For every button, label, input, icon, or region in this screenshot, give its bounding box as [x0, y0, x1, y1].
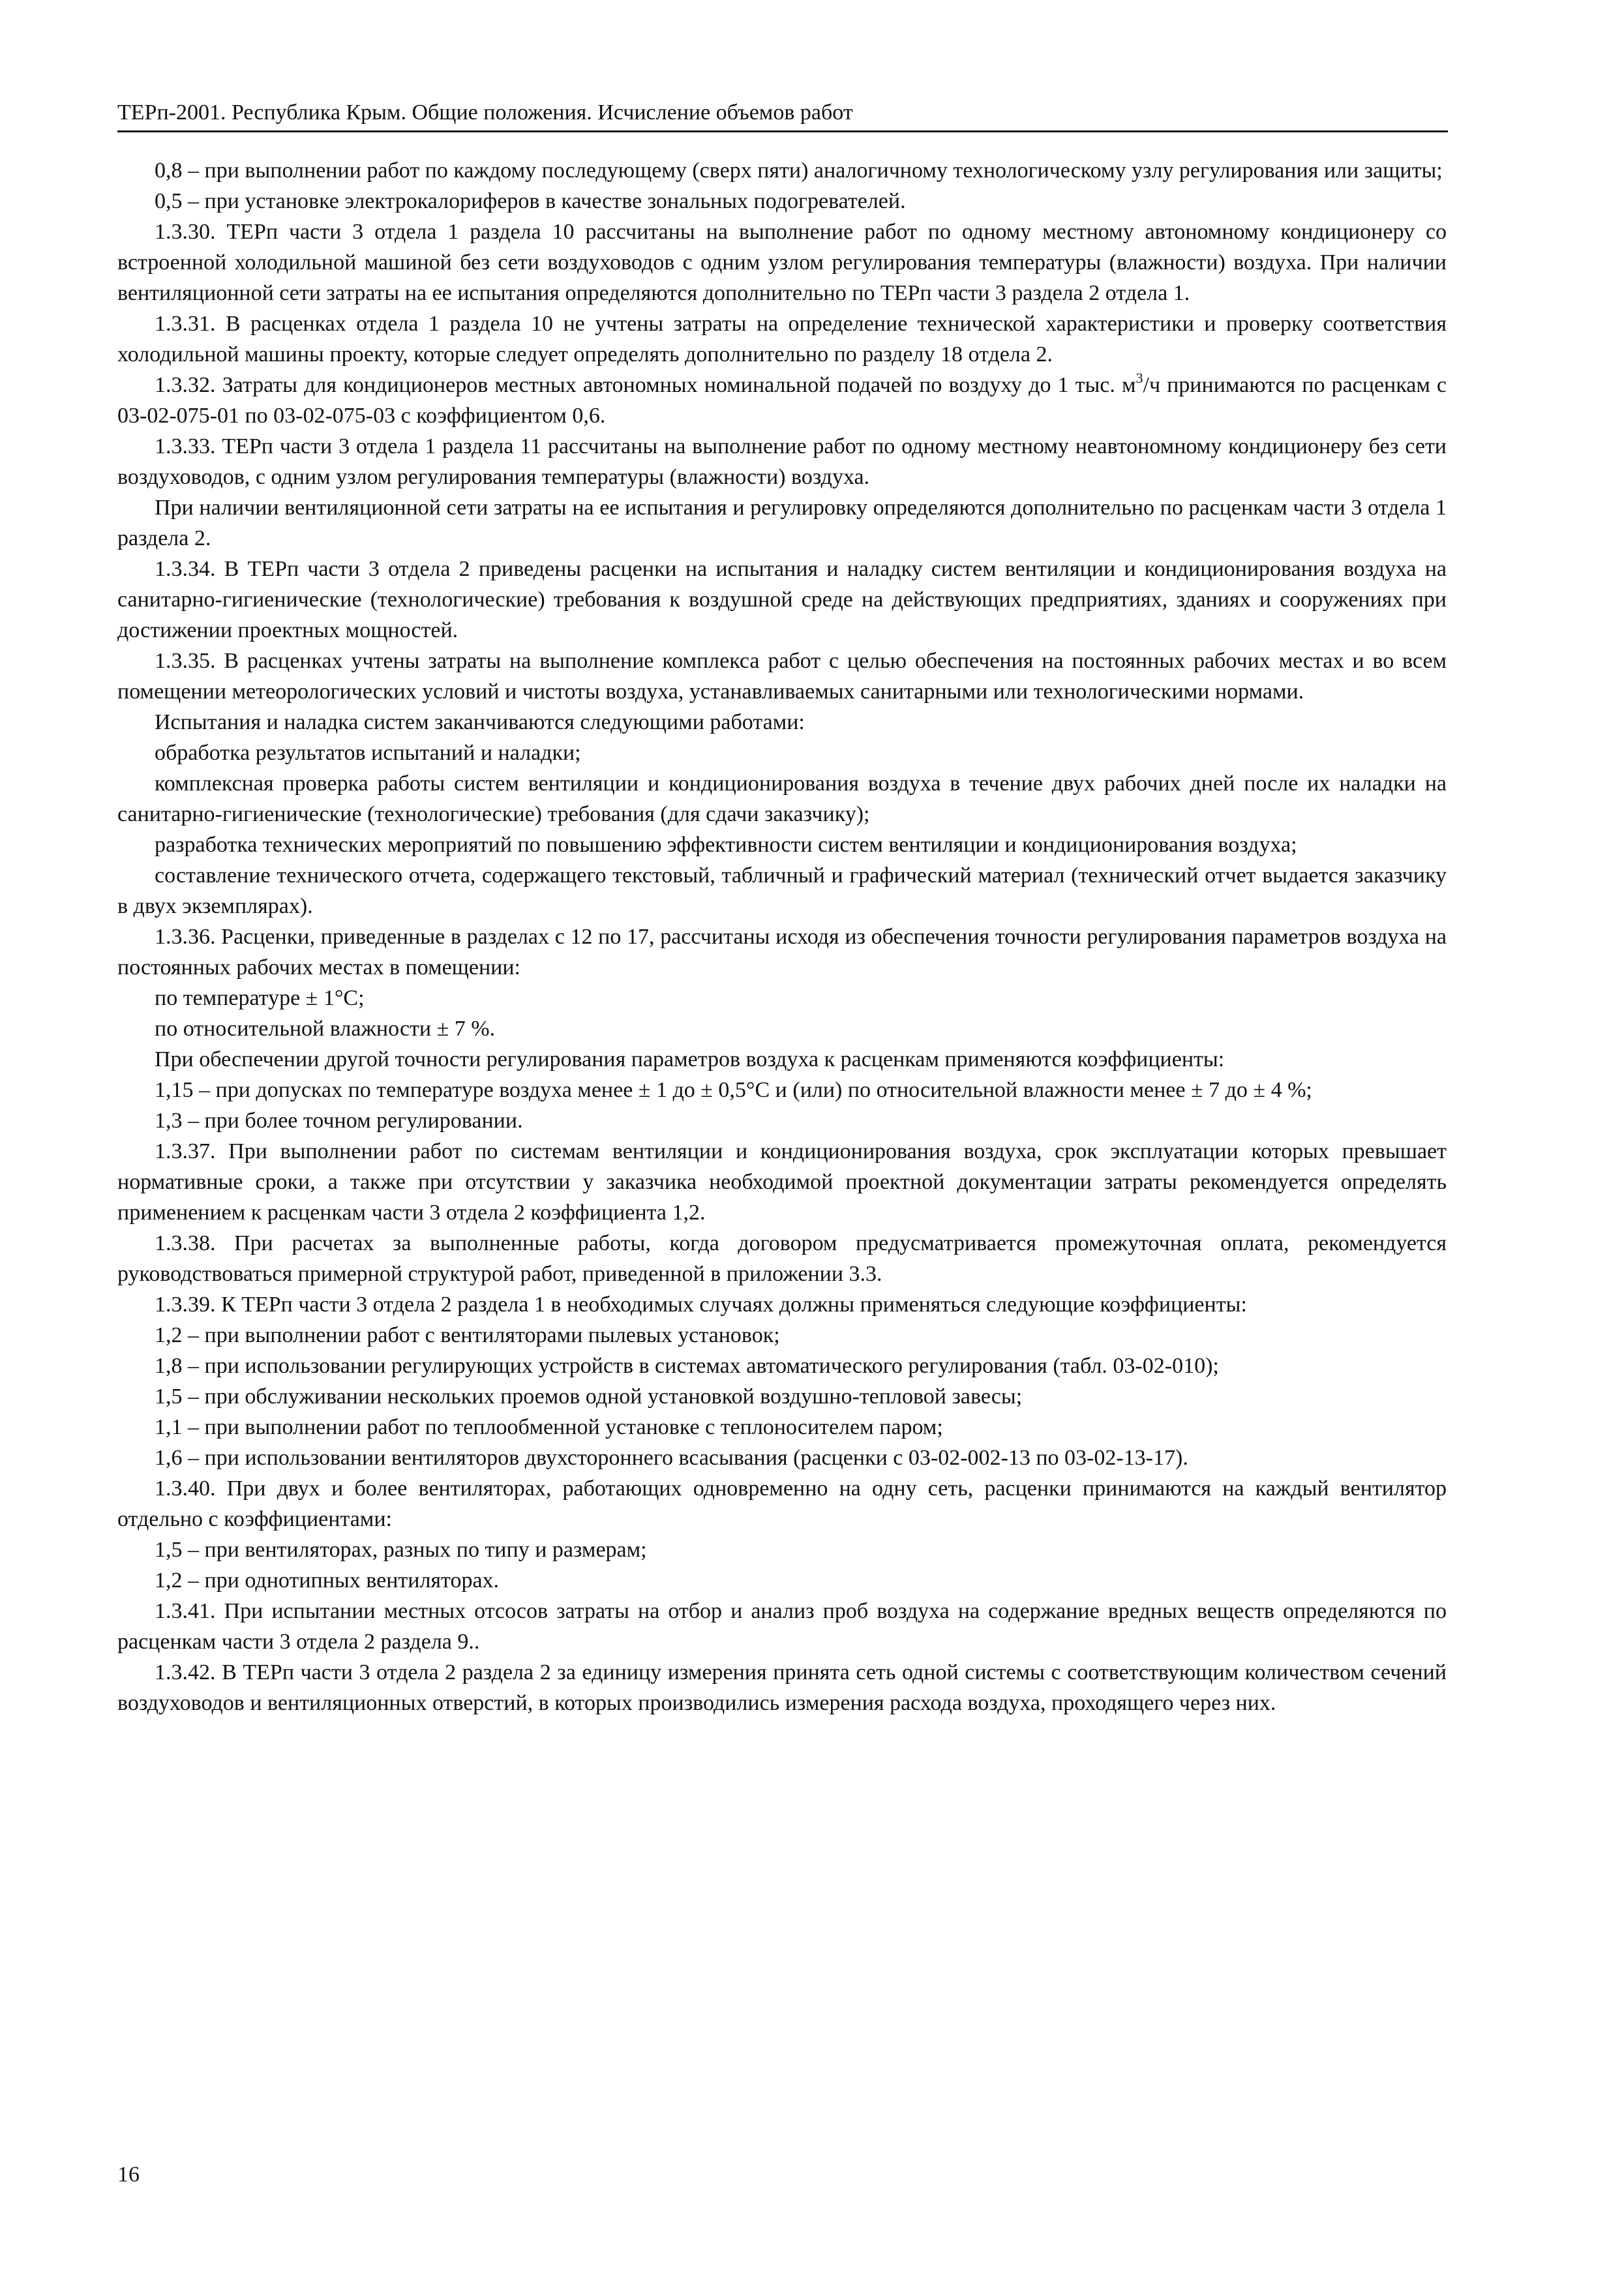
paragraph: 1,5 – при обслуживании нескольких проемов одной установкой воздушно-тепловой завесы; — [155, 1384, 1023, 1409]
paragraph: 1,15 – при допусках по температуре воздуха менее ± 1 до ± 0,5°С и (или) по относительной влажности менее ± 7 до ± 4 %; — [155, 1078, 1312, 1102]
paragraph: 1.3.33. ТЕРп части 3 отдела 1 раздела 11 рассчитаны на выполнение работ по одному местному неавтономному кондиционеру без сети воздуховодов, с одним узлом регулирования температуры (влажности) воздуха. — [117, 434, 1447, 489]
paragraph: 1.3.38. При расчетах за выполненные работы, когда договором предусматривается промежуточная оплата, рекомендуется руководствоваться примерной структурой работ, приведенной в приложении 3.3. — [117, 1231, 1447, 1286]
paragraph: по температуре ± 1°С; — [155, 986, 365, 1010]
paragraph-text: 1.3.32. Затраты для кондиционеров местных автономных номинальной подачей по воздуху до 1 тыс. м — [155, 373, 1136, 397]
paragraph: 1.3.37. При выполнении работ по системам вентиляции и кондиционирования воздуха, срок эксплуатации которых превышает нормативные сроки, а также при отсутствии у заказчика необходимой проектной документации затраты рекомендуется определять применением к расценкам части 3 отдела 2 коэффициента 1,2. — [117, 1139, 1447, 1225]
paragraph: При обеспечении другой точности регулирования параметров воздуха к расценкам применяются коэффициенты: — [155, 1047, 1225, 1071]
paragraph: 1.3.40. При двух и более вентиляторах, работающих одновременно на одну сеть, расценки принимаются на каждый вентилятор отдельно с коэффициентами: — [117, 1476, 1447, 1531]
paragraph: составление технического отчета, содержащего текстовый, табличный и графический материал (технический отчет выдается заказчику в двух экземплярах). — [117, 863, 1447, 918]
paragraph: 1.3.36. Расценки, приведенные в разделах с 12 по 17, рассчитаны исходя из обеспечения точности регулирования параметров воздуха на постоянных рабочих местах в помещении: — [117, 925, 1447, 980]
document-body — [117, 155, 1447, 1718]
running-header: ТЕРп-2001. Республика Крым. Общие положения. Исчисление объемов работ — [117, 97, 1448, 132]
page-number: 16 — [117, 2162, 140, 2187]
paragraph: 1.3.35. В расценках учтены затраты на выполнение комплекса работ с целью обеспечения на постоянных рабочих местах и во всем помещении метеорологических условий и чистоты воздуха, устанавливаемых санитарными или технологическими нормами. — [117, 649, 1447, 704]
paragraph: разработка технических мероприятий по повышению эффективности систем вентиляции и кондиционирования воздуха; — [155, 833, 1297, 857]
paragraph: 1.3.42. В ТЕРп части 3 отдела 2 раздела 2 за единицу измерения принята сеть одной системы с соответствующим количеством сечений воздуховодов и вентиляционных отверстий, в которых производились измерения расхода воздуха, проходящего через них. — [117, 1660, 1447, 1715]
paragraph: обработка результатов испытаний и наладки; — [155, 741, 581, 765]
paragraph: При наличии вентиляционной сети затраты на ее испытания и регулировку определяются дополнительно по расценкам части 3 отдела 1 раздела 2. — [117, 496, 1447, 550]
paragraph-1-3-32 — [117, 370, 1447, 431]
paragraph: 1,8 – при использовании регулирующих устройств в системах автоматического регулирования (табл. 03-02-010); — [155, 1354, 1219, 1378]
paragraph: комплексная проверка работы систем вентиляции и кондиционирования воздуха в течение двух рабочих дней после их наладки на санитарно-гигиенические (технологические) требования (для сдачи заказчику); — [117, 771, 1447, 826]
paragraph: 1,6 – при использовании вентиляторов двухстороннего всасывания (расценки с 03-02-002-13 по 03-02-13-17). — [155, 1446, 1188, 1470]
paragraph: по относительной влажности ± 7 %. — [155, 1017, 496, 1041]
paragraph: 1,1 – при выполнении работ по теплообменной установке с теплоносителем паром; — [155, 1415, 943, 1439]
paragraph: 0,5 – при установке электрокалориферов в качестве зональных подогревателей. — [155, 189, 906, 213]
paragraph: 1.3.41. При испытании местных отсосов затраты на отбор и анализ проб воздуха на содержание вредных веществ определяются по расценкам части 3 отдела 2 раздела 9.. — [117, 1599, 1447, 1654]
superscript: 3 — [1135, 370, 1143, 386]
paragraph: 1,2 – при выполнении работ с вентиляторами пылевых установок; — [155, 1323, 780, 1347]
paragraph: 1,2 – при однотипных вентиляторах. — [155, 1568, 500, 1593]
paragraph: 1,5 – при вентиляторах, разных по типу и размерам; — [155, 1538, 647, 1562]
paragraph: 0,8 – при выполнении работ по каждому последующему (сверх пяти) аналогичному технологическому узлу регулирования или защиты; — [155, 158, 1443, 183]
paragraph: Испытания и наладка систем заканчиваются следующими работами: — [155, 710, 805, 734]
paragraph: 1,3 – при более точном регулировании. — [155, 1109, 523, 1133]
paragraph: 1.3.30. ТЕРп части 3 отдела 1 раздела 10 рассчитаны на выполнение работ по одному местному автономному кондиционеру со встроенной холодильной машиной без сети воздуховодов с одним узлом регулирования температуры (влажности) воздуха. При наличии вентиляционной сети затраты на ее испытания определяются дополнительно по ТЕРп части 3 раздела 2 отдела 1. — [117, 220, 1447, 305]
paragraph-text: /ч принимаются по расценкам с 03-02-075-01 по 03-02-075-03 с коэффициентом 0,6. — [117, 373, 1447, 428]
paragraph: 1.3.34. В ТЕРп части 3 отдела 2 приведены расценки на испытания и наладку систем вентиляции и кондиционирования воздуха на санитарно-гигиенические (технологические) требования к воздушной среде на действующих предприятиях, зданиях и сооружениях при достижении проектных мощностей. — [117, 557, 1447, 642]
paragraph: 1.3.31. В расценках отдела 1 раздела 10 не учтены затраты на определение технической характеристики и проверку соответствия холодильной машины проекту, которые следует определять дополнительно по разделу 18 отдела 2. — [117, 312, 1447, 367]
paragraph: 1.3.39. К ТЕРп части 3 отдела 2 раздела 1 в необходимых случаях должны применяться следующие коэффициенты: — [155, 1293, 1247, 1317]
